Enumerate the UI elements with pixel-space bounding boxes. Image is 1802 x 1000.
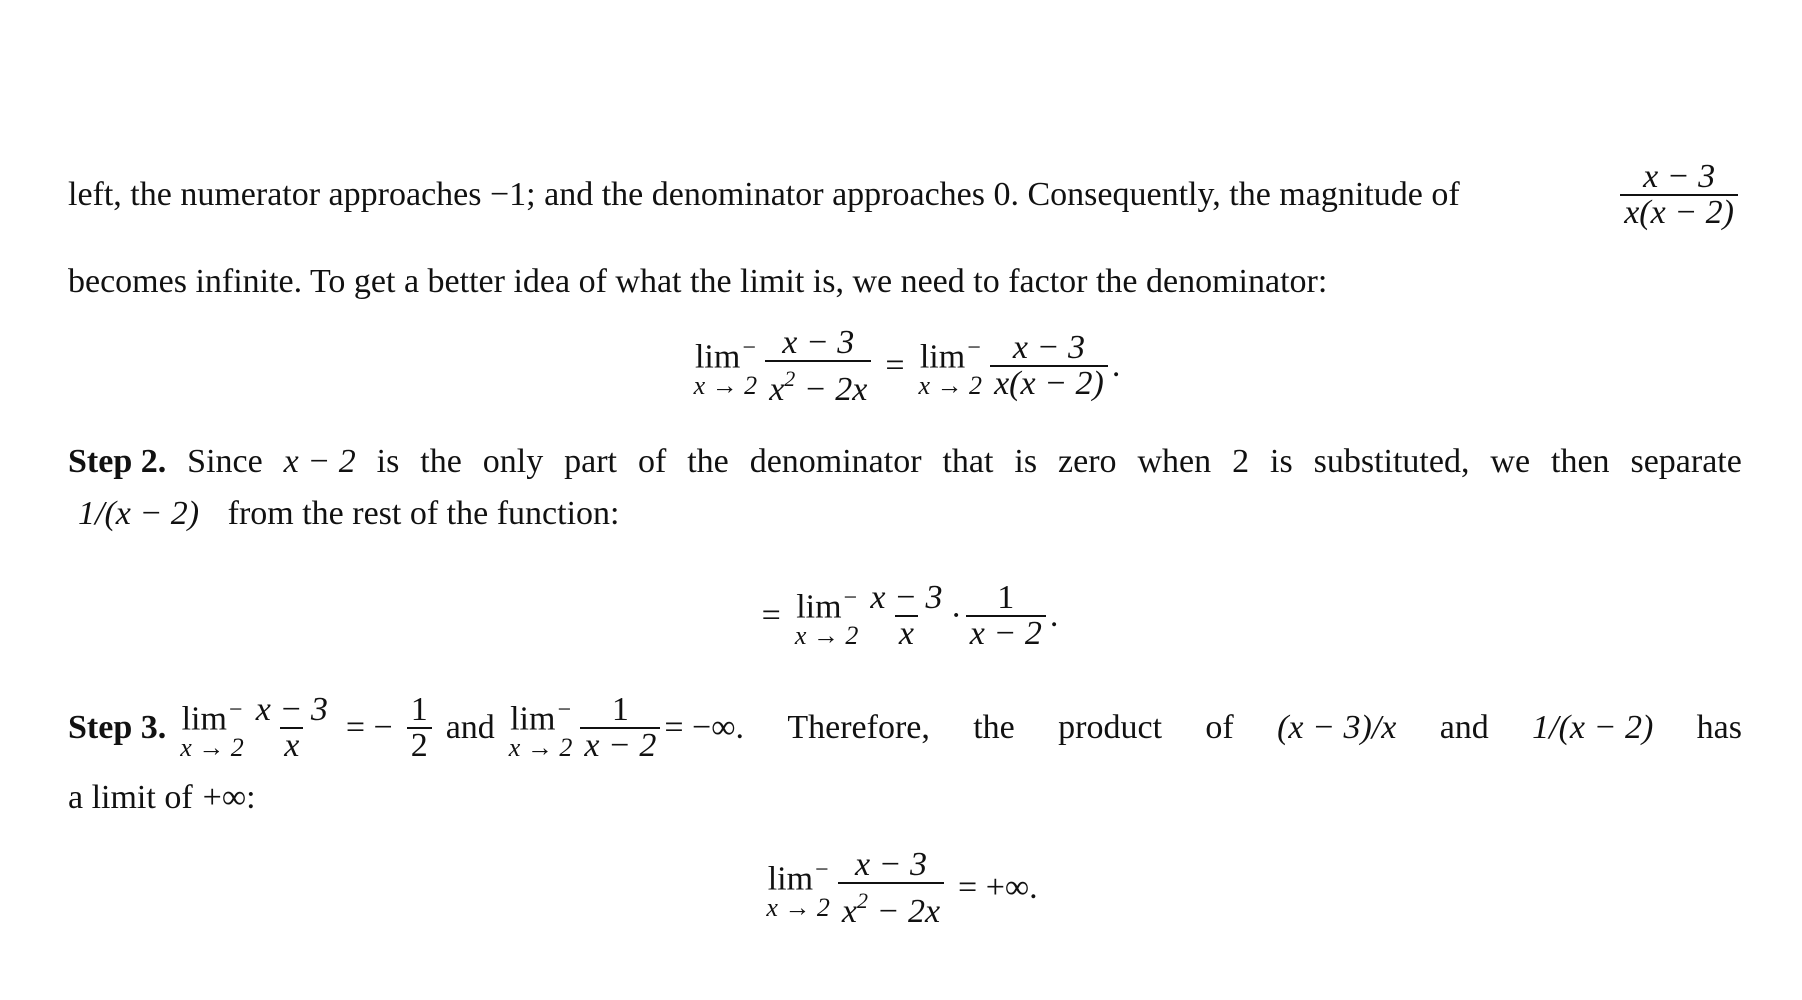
period: . [1111, 347, 1121, 384]
equals-neg-infinity: = −∞. [664, 709, 744, 746]
step2-line-2 [68, 494, 1742, 534]
word: the [687, 443, 729, 480]
equation-2 [68, 576, 1742, 656]
a-numerator: x − 3 [255, 691, 328, 728]
a-fraction [252, 693, 332, 763]
limit-operator [919, 333, 983, 398]
word: separate [1630, 443, 1742, 480]
word: the [973, 709, 1015, 746]
b-numerator: 1 [611, 691, 629, 728]
lim-subscript: x → 2 [508, 732, 573, 762]
equation-1 [68, 323, 1742, 408]
step3-limit-group [68, 693, 744, 763]
first-denominator: x [895, 615, 918, 651]
first-fraction [866, 581, 946, 651]
rhs-numerator: x − 3 [1012, 329, 1085, 366]
word: we [1490, 443, 1531, 480]
a-denominator: x [280, 727, 303, 763]
word: is [1014, 443, 1038, 480]
lhs-numerator: x − 3 [782, 323, 855, 361]
lhs-fraction [765, 323, 871, 408]
second-denominator: x − 2 [966, 615, 1046, 651]
limit-operator [766, 855, 830, 920]
lim-subscript: x → 2 [918, 370, 983, 400]
step3-line-2 [68, 778, 1742, 818]
word: part [564, 443, 617, 480]
word: has [1696, 709, 1742, 746]
half-numerator: 1 [410, 691, 428, 728]
result: = +∞. [958, 869, 1038, 906]
lim-superscript: − [815, 857, 829, 884]
fraction-numerator: x − 3 [1643, 158, 1716, 195]
lim-superscript: − [557, 697, 571, 724]
step2-line-1 [68, 442, 1742, 482]
equals-sign: = [885, 347, 905, 384]
step3-line-1 [68, 688, 1742, 768]
word: substituted, [1313, 443, 1470, 480]
word: is [376, 443, 400, 480]
magnitude-fraction [1620, 160, 1738, 230]
lim-subscript: x → 2 [794, 620, 859, 650]
word: when [1137, 443, 1212, 480]
half-denominator: 2 [407, 727, 432, 763]
lhs-denominator: $x^2 - 2x$ [765, 360, 871, 407]
second-fraction [966, 581, 1046, 651]
word: and [1439, 709, 1489, 746]
math-inline: 1/(x − 2) [1532, 709, 1654, 746]
rhs-fraction [990, 331, 1108, 401]
final-fraction [838, 845, 944, 930]
step3-line2-text: a limit of [68, 779, 193, 816]
word: of [637, 443, 667, 480]
lim-word: lim [510, 700, 556, 738]
lim-subscript: x → 2 [693, 370, 758, 400]
lim-superscript: − [843, 585, 858, 612]
second-numerator: 1 [997, 579, 1015, 616]
word: the [420, 443, 462, 480]
word-and: and [445, 709, 495, 746]
fraction-denominator: x(x − 2) [1620, 194, 1738, 230]
word: denominator [749, 443, 922, 480]
math-inline: 1/(x − 2) [78, 495, 200, 532]
equation-3 [68, 845, 1742, 930]
lim-word: lim [694, 338, 741, 376]
line2-text: becomes infinite. To get a better idea of what the limit is, we need to factor the denominator: [68, 263, 1328, 300]
word: zero [1058, 443, 1117, 480]
lim-superscript: − [228, 697, 243, 724]
word: that [942, 443, 994, 480]
lim-subscript: x → 2 [180, 732, 244, 762]
limit-operator [509, 695, 573, 760]
word: then [1551, 443, 1610, 480]
paragraph-line-2 [68, 262, 1742, 302]
step2-line2-text: from the rest of the function: [227, 495, 620, 532]
step3-label: Step 3. [68, 709, 167, 746]
multiply-dot: · [950, 597, 962, 634]
half-fraction [407, 693, 432, 763]
lim-word: lim [796, 588, 842, 626]
limit-operator [694, 333, 758, 398]
word: product [1058, 709, 1163, 746]
final-denominator: $x^2 - 2x$ [838, 882, 944, 929]
word: is [1270, 443, 1293, 480]
lim-word: lim [767, 860, 814, 898]
word: only [482, 443, 544, 480]
word: of [1205, 709, 1234, 746]
first-numerator: x − 3 [870, 579, 943, 616]
lim-word: lim [181, 700, 227, 738]
final-numerator: x − 3 [854, 845, 927, 883]
math-inline: (x − 3)/x [1277, 709, 1397, 746]
lim-word: lim [919, 338, 966, 376]
equals-sign: = [761, 597, 781, 634]
word: Therefore, [787, 709, 930, 746]
paragraph-line-1 [68, 160, 1742, 230]
limit-operator [795, 583, 859, 648]
equals-minus: = − [345, 709, 393, 746]
lim-superscript: − [967, 335, 981, 362]
word: Since [187, 443, 263, 480]
step2-label: Step 2. [68, 443, 167, 480]
lim-subscript: x → 2 [766, 892, 830, 922]
math-inline: x − 2 [283, 443, 356, 480]
rhs-denominator: x(x − 2) [990, 365, 1108, 401]
period: . [1049, 597, 1059, 634]
lim-superscript: − [742, 335, 756, 362]
word: 2 [1232, 443, 1250, 480]
b-denominator: x − 2 [580, 727, 660, 763]
math-inline: +∞: [202, 779, 256, 816]
limit-operator [180, 695, 244, 760]
line1-text: left, the numerator approaches −1; and the denominator approaches 0. Consequently, the magnitude of [68, 176, 1460, 213]
b-fraction [580, 693, 660, 763]
